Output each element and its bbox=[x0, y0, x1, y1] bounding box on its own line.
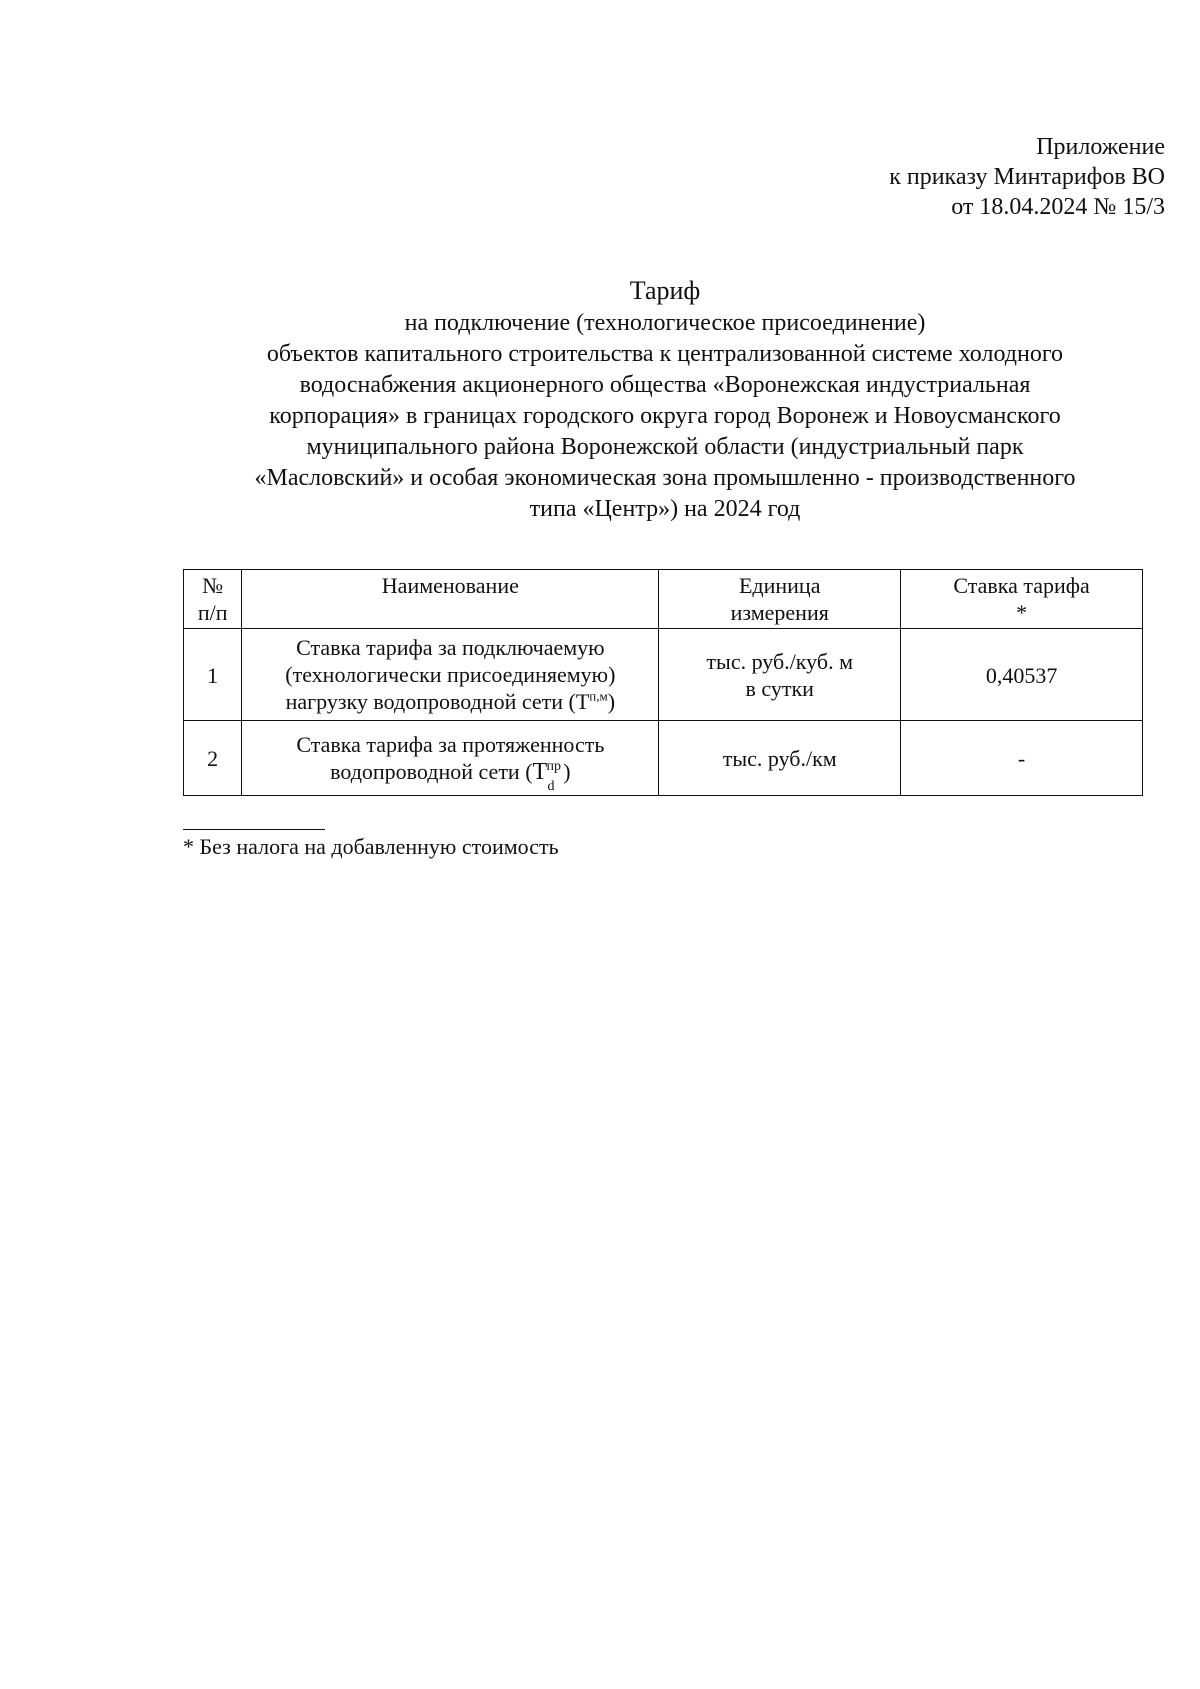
header-unit-line2: измерения bbox=[730, 600, 829, 625]
annex-header bbox=[889, 132, 1165, 222]
title-line-5: муниципального района Воронежской области (индустриальный парк bbox=[306, 434, 1024, 460]
row-1-unit-line2: в сутки bbox=[745, 675, 814, 701]
header-unit bbox=[659, 570, 901, 629]
header-rate-line2: * bbox=[1016, 600, 1028, 625]
row-2-num: 2 bbox=[184, 721, 242, 796]
header-num-line1: № bbox=[202, 573, 224, 598]
tariff-table bbox=[183, 569, 1143, 796]
title-line-3: водоснабжения акционерного общества «Воронежская индустриальная bbox=[299, 372, 1031, 398]
title-line-4: корпорация» в границах городского округа город Воронеж и Новоусманского bbox=[269, 403, 1061, 429]
annex-label: Приложение bbox=[1036, 134, 1165, 160]
row-2-name bbox=[242, 721, 659, 796]
row-1-name-line2: (технологически присоединяемую) bbox=[285, 662, 616, 687]
row-1-rate: 0,40537 bbox=[901, 629, 1143, 721]
row-1-name-line3-prefix: нагрузку водопроводной сети (Т bbox=[285, 689, 590, 714]
header-num-line2: п/п bbox=[197, 600, 228, 625]
title-line-1: на подключение (технологическое присоединение) bbox=[404, 310, 926, 336]
row-1-name-line1: Ставка тарифа за подключаемую bbox=[296, 635, 605, 660]
table-row bbox=[184, 721, 1143, 796]
row-2-name-line1: Ставка тарифа за протяженность bbox=[296, 731, 605, 757]
row-1-unit bbox=[659, 629, 901, 721]
annex-order-date: от 18.04.2024 № 15/3 bbox=[951, 194, 1165, 220]
title-main: Тариф bbox=[629, 276, 701, 305]
title-line-2: объектов капитального строительства к централизованной системе холодного bbox=[266, 341, 1064, 367]
title-line-6: «Масловский» и особая экономическая зона промышленно - производственного bbox=[254, 465, 1076, 491]
row-1-unit-line1: тыс. руб./куб. м bbox=[706, 648, 854, 674]
row-1-name bbox=[242, 629, 659, 721]
table-header-row bbox=[184, 570, 1143, 629]
header-rate-line1: Ставка тарифа bbox=[953, 573, 1090, 598]
header-num bbox=[184, 570, 242, 629]
title-line-7: типа «Центр») на 2024 год bbox=[529, 496, 801, 522]
header-unit-line1: Единица bbox=[738, 573, 821, 598]
row-2-symbol-subscript: d bbox=[547, 778, 555, 794]
footnote-divider bbox=[183, 829, 325, 830]
row-1-name-line3-suffix: ) bbox=[607, 689, 616, 714]
row-2-rate: - bbox=[901, 721, 1143, 796]
header-rate bbox=[901, 570, 1143, 629]
row-2-tariff-symbol bbox=[532, 758, 564, 794]
footnote-text: * Без налога на добавленную стоимость bbox=[183, 834, 559, 859]
row-2-unit: тыс. руб./км bbox=[659, 721, 901, 796]
row-2-name-line2 bbox=[248, 758, 652, 794]
row-2-name-line2-prefix: водопроводной сети ( bbox=[330, 758, 533, 784]
row-2-name-line2-suffix: ) bbox=[563, 758, 571, 784]
row-1-num: 1 bbox=[184, 629, 242, 721]
document-title bbox=[170, 275, 1160, 525]
annex-order-ref: к приказу Минтарифов ВО bbox=[889, 164, 1165, 190]
table-row bbox=[184, 629, 1143, 721]
row-2-symbol-letter: T bbox=[532, 758, 548, 785]
row-1-symbol-superscript: п,м bbox=[589, 688, 608, 704]
row-1-name-line3 bbox=[248, 688, 652, 715]
row-2-symbol-superscript: пр bbox=[546, 758, 562, 774]
header-name: Наименование bbox=[242, 570, 659, 629]
